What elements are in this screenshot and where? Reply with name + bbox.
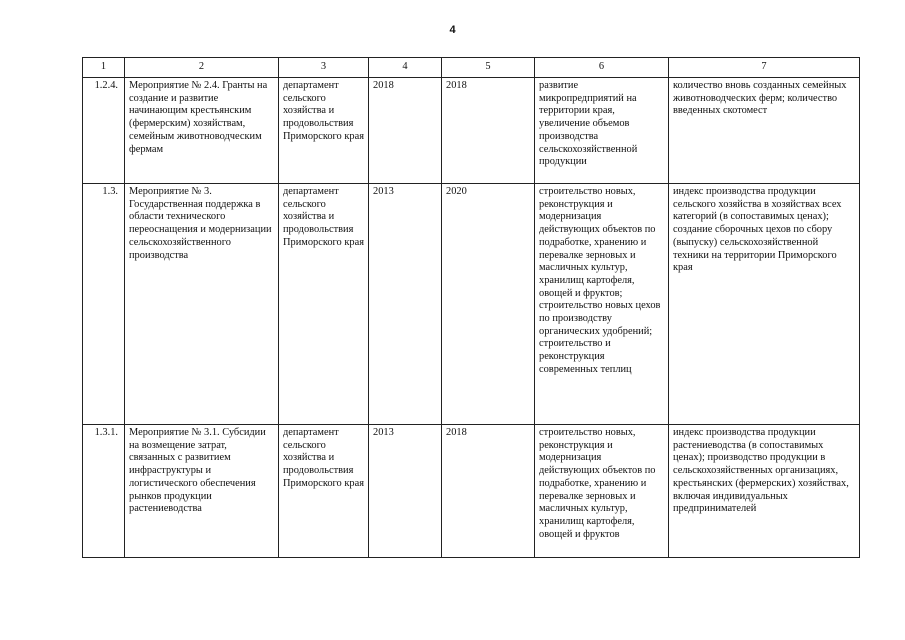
column-header: 6	[535, 58, 669, 78]
executor: департамент сельского хозяйства и продовольствия Приморского края	[279, 425, 369, 558]
start-year: 2013	[369, 425, 442, 558]
measure-name: Мероприятие № 3.1. Субсидии на возмещение затрат, связанных с развитием инфраструктуры и логистического обеспечения рынков продукции растениеводства	[125, 425, 279, 558]
page-number: 4	[449, 24, 456, 36]
table-row	[83, 425, 860, 558]
indicator: индекс производства продукции растениеводства (в сопоставимых ценах); производство продукции в сельскохозяйственных организациях, крестьянских (фермерских) хозяйствах, включая индивидуальных предпринимателей	[669, 425, 860, 558]
start-year: 2018	[369, 78, 442, 184]
column-header: 1	[83, 58, 125, 78]
executor: департамент сельского хозяйства и продовольствия Приморского края	[279, 78, 369, 184]
item-number: 1.3.	[83, 184, 125, 425]
measure-name: Мероприятие № 2.4. Гранты на создание и развитие начинающим крестьянским (фермерским) хозяйствам, семейным животноводческим фермам	[125, 78, 279, 184]
executor: департамент сельского хозяйства и продовольствия Приморского края	[279, 184, 369, 425]
item-number: 1.3.1.	[83, 425, 125, 558]
expected-result: строительство новых, реконструкция и модернизация действующих объектов по подработке, хранению и перевалке зерновых и масличных культур, хранилищ картофеля, овощей и фруктов	[535, 425, 669, 558]
indicator: количество вновь созданных семейных животноводческих ферм; количество введенных скотомест	[669, 78, 860, 184]
program-table	[82, 57, 860, 558]
expected-result: развитие микропредприятий на территории края, увеличение объемов производства сельскохозяйственной продукции	[535, 78, 669, 184]
start-year: 2013	[369, 184, 442, 425]
column-header: 5	[442, 58, 535, 78]
measure-name: Мероприятие № 3. Государственная поддержка в области технического переоснащения и модернизации сельскохозяйственного производства	[125, 184, 279, 425]
table-header-row	[83, 58, 860, 78]
end-year: 2020	[442, 184, 535, 425]
table-row	[83, 78, 860, 184]
column-header: 4	[369, 58, 442, 78]
indicator: индекс производства продукции сельского хозяйства в хозяйствах всех категорий (в сопоставимых ценах); создание сборочных цехов по сбору (выпуску) сельскохозяйственной техники на территории Приморского края	[669, 184, 860, 425]
column-header: 3	[279, 58, 369, 78]
end-year: 2018	[442, 78, 535, 184]
expected-result: строительство новых, реконструкция и модернизация действующих объектов по подработке, хранению и перевалке зерновых и масличных культур, хранилищ картофеля, овощей и фруктов; строительство новых цехов по производству органических удобрений; строительство и реконструкция современных теплиц	[535, 184, 669, 425]
end-year: 2018	[442, 425, 535, 558]
table-row	[83, 184, 860, 425]
column-header: 2	[125, 58, 279, 78]
item-number: 1.2.4.	[83, 78, 125, 184]
column-header: 7	[669, 58, 860, 78]
